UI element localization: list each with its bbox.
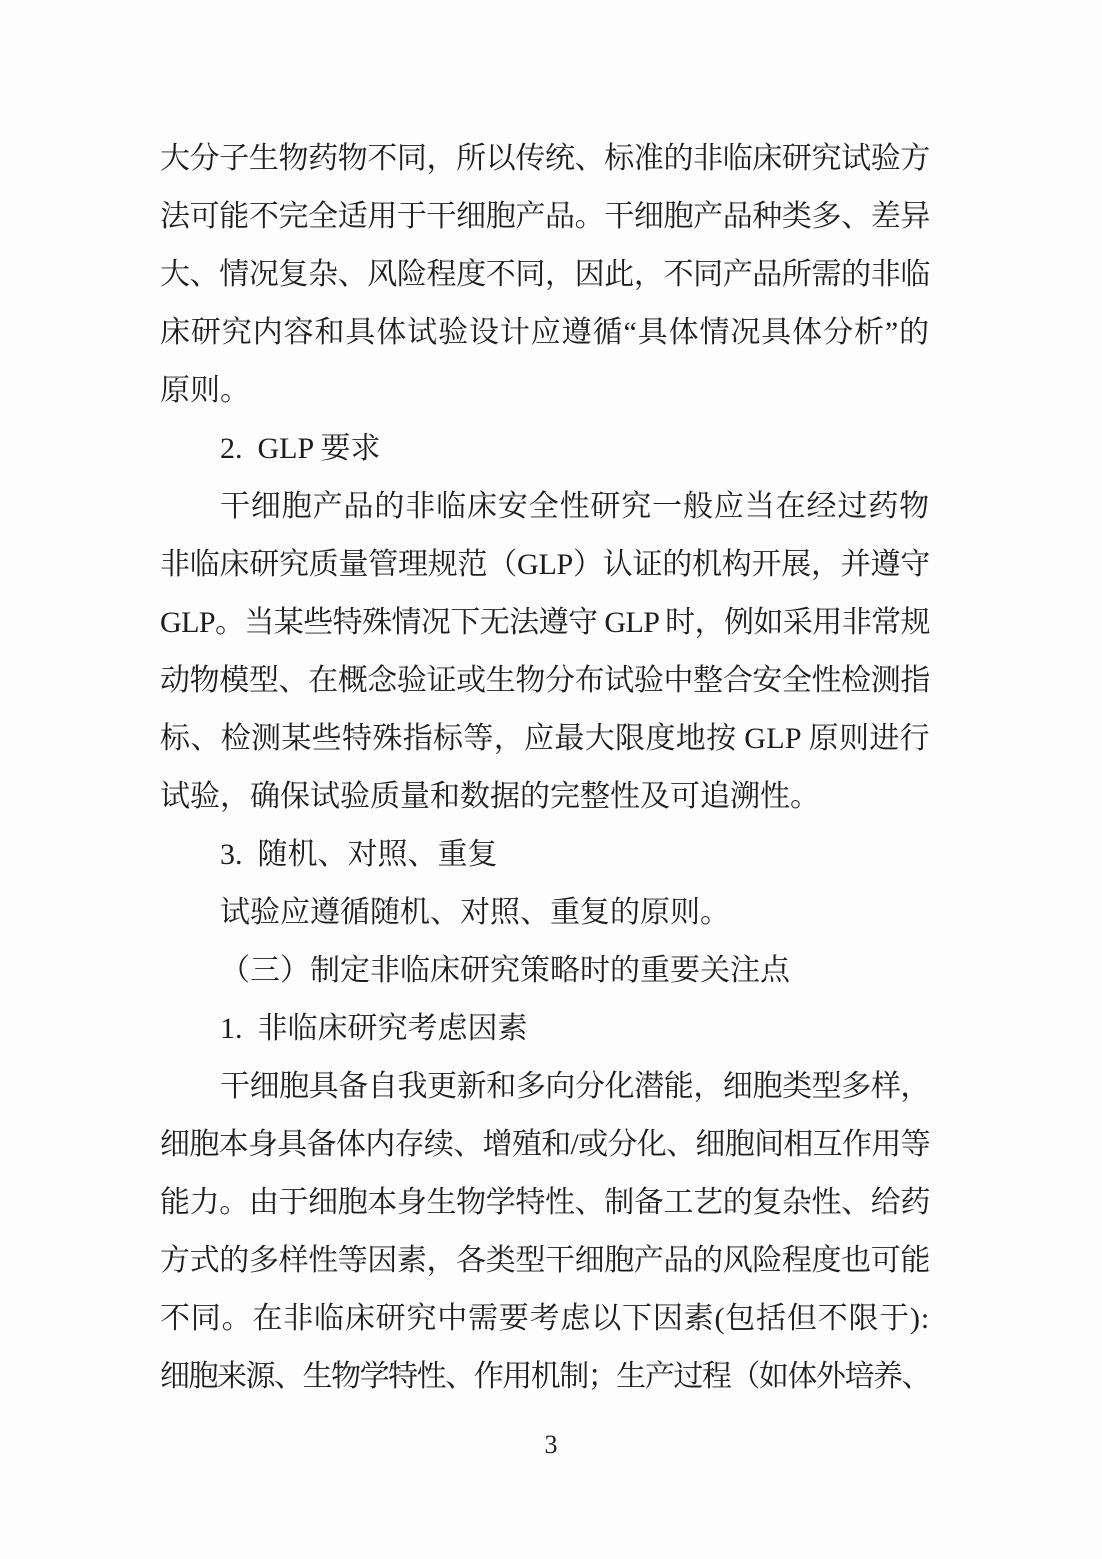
text-line-content: 干细胞产品的非临床安全性研究一般应当在经过药物 (220, 490, 930, 523)
text-line (160, 246, 930, 304)
text-line (160, 1232, 930, 1290)
text-line-content: 方式的多样性等因素，各类型干细胞产品的风险程度也可能 (160, 1244, 930, 1277)
text-line (160, 1174, 930, 1232)
text-line-content: 非临床研究质量管理规范（GLP）认证的机构开展，并遵守 (160, 548, 930, 581)
text-line-content: 能力。由于细胞本身生物学特性、制备工艺的复杂性、给药 (160, 1186, 930, 1219)
text-line-content: （三）制定非临床研究策略时的重要关注点 (220, 954, 790, 987)
text-line (160, 304, 930, 362)
text-line (160, 594, 930, 652)
text-line-content: 标、检测某些特殊指标等，应最大限度地按 GLP 原则进行 (160, 722, 930, 755)
text-line-content: 试验，确保试验质量和数据的完整性及可追溯性。 (160, 780, 820, 813)
section-heading-key-points (160, 942, 930, 1000)
text-line-content: 试验应遵循随机、对照、重复的原则。 (220, 896, 730, 929)
text-line-content: 不同。在非临床研究中需要考虑以下因素(包括但不限于): (160, 1302, 930, 1335)
section-heading-considerations (160, 1000, 930, 1058)
text-line-content: 干细胞具备自我更新和多向分化潜能，细胞类型多样， (220, 1070, 930, 1103)
section-heading-glp (160, 420, 930, 478)
text-line (160, 652, 930, 710)
text-line-content: 3. 随机、对照、重复 (220, 838, 498, 871)
text-line (160, 478, 930, 536)
text-line (160, 1058, 930, 1116)
text-line (160, 768, 930, 826)
text-line-content: GLP。当某些特殊情况下无法遵守 GLP 时，例如采用非常规 (160, 606, 930, 639)
text-line-content: 2. GLP 要求 (220, 432, 381, 465)
document-text-block (160, 130, 930, 1406)
section-heading-randomization (160, 826, 930, 884)
text-line (160, 130, 930, 188)
text-line-content: 动物模型、在概念验证或生物分布试验中整合安全性检测指 (160, 664, 930, 697)
text-line (160, 1116, 930, 1174)
text-line (160, 884, 930, 942)
text-line (160, 1290, 930, 1348)
text-line-content: 大分子生物药物不同，所以传统、标准的非临床研究试验方 (160, 142, 930, 175)
page-number: 3 (544, 1430, 558, 1459)
text-line (160, 710, 930, 768)
text-line-content: 细胞本身具备体内存续、增殖和/或分化、细胞间相互作用等 (160, 1128, 930, 1161)
text-line-content: 细胞来源、生物学特性、作用机制；生产过程（如体外培养、 (160, 1360, 930, 1393)
text-line (160, 536, 930, 594)
text-line (160, 1348, 930, 1406)
text-line-content: 法可能不完全适用于干细胞产品。干细胞产品种类多、差异 (160, 200, 930, 233)
text-line-content: 原则。 (160, 374, 250, 407)
text-line-content: 床研究内容和具体试验设计应遵循“具体情况具体分析”的 (160, 316, 930, 349)
text-line-content: 大、情况复杂、风险程度不同，因此，不同产品所需的非临 (160, 258, 930, 291)
text-line (160, 362, 930, 420)
text-line (160, 188, 930, 246)
text-line-content: 1. 非临床研究考虑因素 (220, 1012, 528, 1045)
